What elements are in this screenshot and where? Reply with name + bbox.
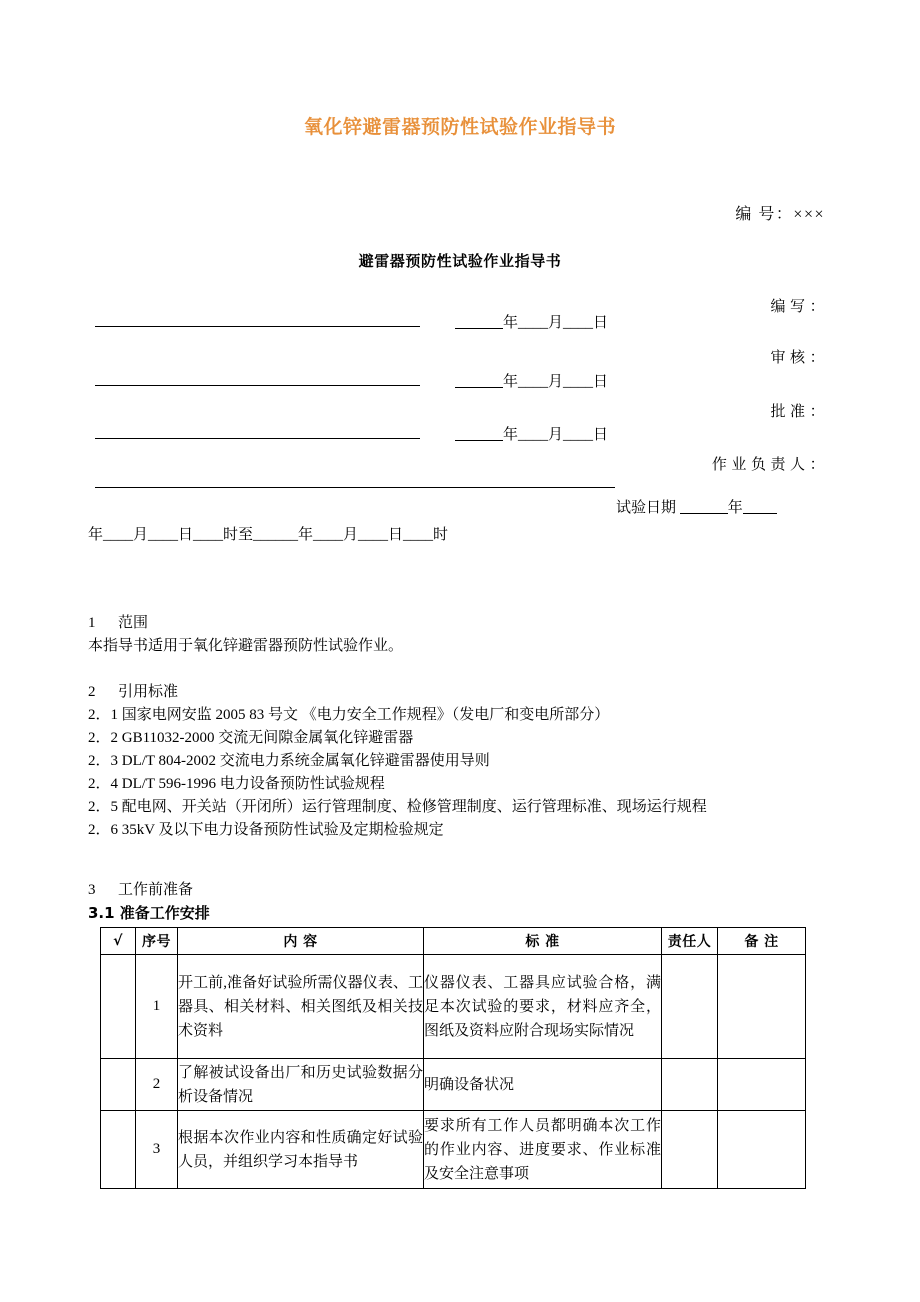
table-row — [101, 955, 806, 1059]
signature-label-work-leader: 作 业 负 责 人 ： — [711, 457, 825, 473]
row-1-standard: 仪器仪表、工器具应试验合格，满足本次试验的要求，材料应齐全，图纸及资料应附合现场实际情况 — [424, 955, 662, 1059]
signature-rule-work-leader[interactable] — [95, 487, 615, 488]
section-2-line-1: 2．1 国家电网安监 2005 83 号文 《电力安全工作规程》（发电厂和变电所部分） — [88, 707, 610, 723]
section-2-line-4: 2．4 DL/T 596-1996 电力设备预防性试验规程 — [88, 776, 385, 792]
row-2-index: 2 — [136, 1059, 178, 1111]
table-row — [101, 1059, 806, 1111]
section-3-title: 工作前准备 — [118, 882, 194, 898]
row-2-standard: 明确设备状况 — [424, 1059, 662, 1111]
table-header-responsible: 责任人 — [662, 928, 718, 955]
signature-label-reviewer: 审 核 ： — [770, 350, 825, 366]
page-title: 氧化锌避雷器预防性试验作业指导书 — [303, 116, 616, 138]
section-3-heading — [88, 879, 193, 902]
row-3-responsible[interactable] — [662, 1111, 718, 1189]
signature-rule-author[interactable] — [95, 326, 420, 327]
section-1-title: 范围 — [118, 615, 149, 631]
table-header-row — [101, 928, 806, 955]
row-2-check-cell[interactable] — [101, 1059, 136, 1111]
preparation-work-table — [100, 927, 806, 1189]
table-header-index: 序号 — [136, 928, 178, 955]
table-header-standard: 标 准 — [424, 928, 662, 955]
section-2-line-2: 2．2 GB11032-2000 交流无间隙金属氧化锌避雷器 — [88, 730, 414, 746]
row-1-note[interactable] — [718, 955, 806, 1059]
table-header-content: 内 容 — [178, 928, 424, 955]
table-header-check: √ — [101, 928, 136, 955]
signature-rule-approver[interactable] — [95, 438, 420, 439]
row-2-note[interactable] — [718, 1059, 806, 1111]
signature-label-author: 编 写 ： — [770, 299, 825, 315]
signature-date-author[interactable]: 年____月____日 — [455, 311, 608, 332]
signature-date-reviewer[interactable]: 年____月____日 — [455, 370, 608, 391]
section-2-title: 引用标准 — [118, 684, 179, 700]
section-1-number: 1 — [88, 615, 96, 631]
body-content — [88, 612, 848, 842]
section-2-line-6: 2．6 35kV 及以下电力设备预防性试验及定期检验规定 — [88, 822, 444, 838]
document-number: 编 号：××× — [735, 206, 825, 223]
section-2-number: 2 — [88, 684, 96, 700]
row-1-check-cell[interactable] — [101, 955, 136, 1059]
signature-label-approver: 批 准 ： — [770, 404, 825, 420]
signature-date-approver[interactable]: 年____月____日 — [455, 423, 608, 444]
section-3-1-heading: 3.1 准备工作安排 — [88, 904, 210, 922]
row-1-responsible[interactable] — [662, 955, 718, 1059]
signature-rule-reviewer[interactable] — [95, 385, 420, 386]
section-1-heading — [88, 612, 848, 635]
row-3-note[interactable] — [718, 1111, 806, 1189]
test-date-line[interactable]: 年____月____日____时至______年____月____日____时 — [88, 527, 449, 543]
paragraph-spacer — [88, 658, 848, 681]
signature-block — [0, 295, 920, 545]
row-3-check-cell[interactable] — [101, 1111, 136, 1189]
test-date-label: 试验日期 年 — [616, 496, 777, 517]
row-2-responsible[interactable] — [662, 1059, 718, 1111]
row-3-standard: 要求所有工作人员都明确本次工作的作业内容、进度要求、作业标准及安全注意事项 — [424, 1111, 662, 1189]
row-2-content: 了解被试设备出厂和历史试验数据分析设备情况 — [178, 1059, 424, 1111]
row-3-index: 3 — [136, 1111, 178, 1189]
section-2-heading — [88, 681, 848, 704]
section-1-line-1: 本指导书适用于氧化锌避雷器预防性试验作业。 — [88, 638, 404, 654]
document-subtitle: 避雷器预防性试验作业指导书 — [358, 252, 562, 270]
section-2-line-5: 2．5 配电网、开关站（开闭所）运行管理制度、检修管理制度、运行管理标准、现场运行规程 — [88, 799, 707, 815]
section-2-line-3: 2．3 DL/T 804-2002 交流电力系统金属氧化锌避雷器使用导则 — [88, 753, 490, 769]
section-3-number: 3 — [88, 882, 96, 898]
row-1-index: 1 — [136, 955, 178, 1059]
table-header-note: 备 注 — [718, 928, 806, 955]
row-1-content: 开工前,准备好试验所需仪器仪表、工器具、相关材料、相关图纸及相关技术资料 — [178, 955, 424, 1059]
table-row — [101, 1111, 806, 1189]
row-3-content: 根据本次作业内容和性质确定好试验人员，并组织学习本指导书 — [178, 1111, 424, 1189]
